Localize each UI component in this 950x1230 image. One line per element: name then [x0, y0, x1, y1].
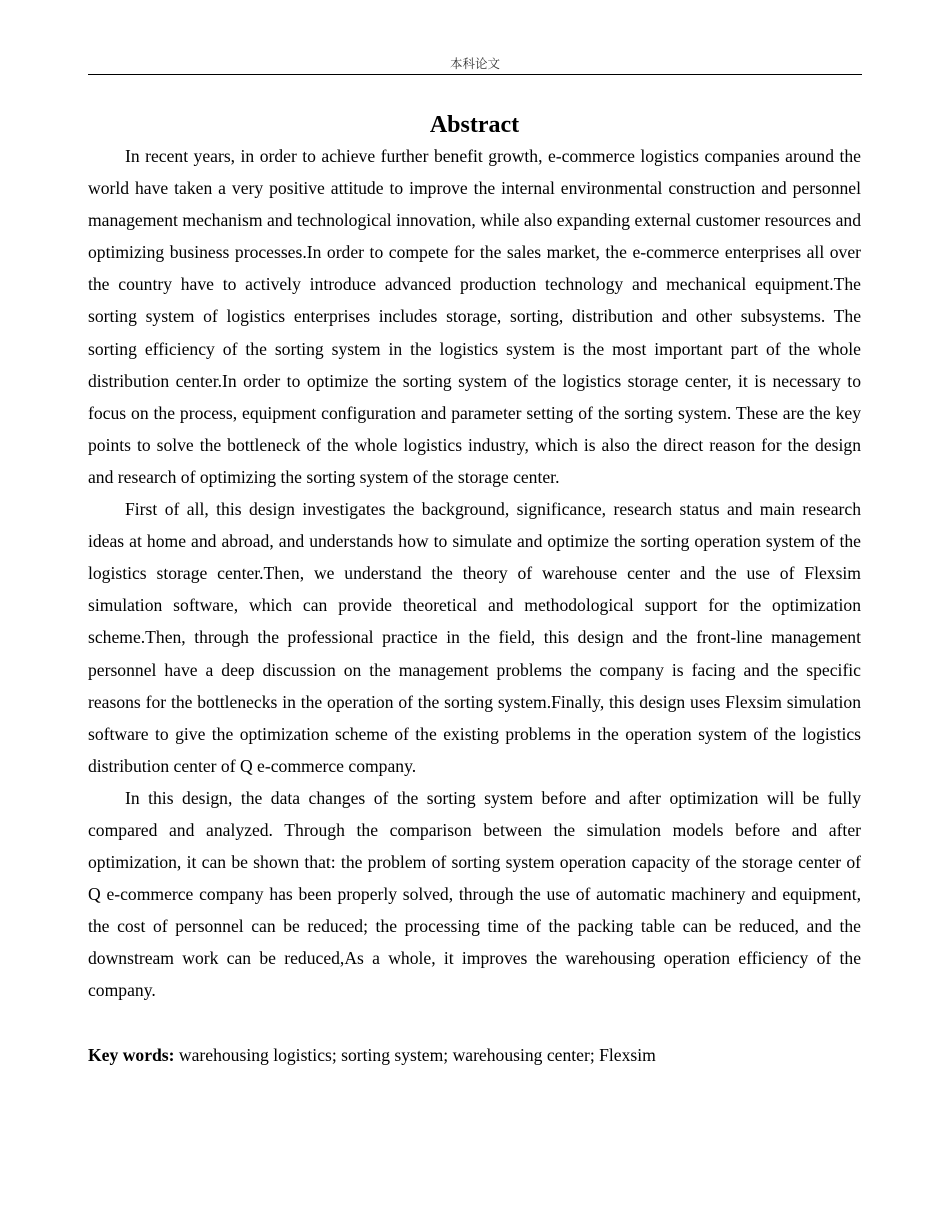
- keywords-list: warehousing logistics; sorting system; warehousing center; Flexsim: [174, 1044, 656, 1065]
- keywords-line: [88, 1039, 861, 1071]
- abstract-paragraph-2: First of all, this design investigates the background, significance, research status and main research ideas at home and abroad, and understands how to simulate and optimize the sorting operation system of the logistics storage center.Then, we understand the theory of warehouse center and the use of Flexsim simulation software, which can provide theoretical and methodological support for the optimization scheme.Then, through the professional practice in the field, this design and the front-line management personnel have a deep discussion on the management problems the company is facing and the specific reasons for the bottlenecks in the operation of the sorting system.Finally, this design uses Flexsim simulation software to give the optimization scheme of the existing problems in the operation system of the logistics distribution center of Q e-commerce company.: [88, 499, 861, 776]
- keywords-label: Key words:: [88, 1044, 175, 1065]
- abstract-paragraph-3: In this design, the data changes of the sorting system before and after optimization will be fully compared and analyzed. Through the comparison between the simulation models before and after optimization, it can be shown that: the problem of sorting system operation capacity of the storage center of Q e-commerce company has been properly solved, through the use of automatic machinery and equipment, the cost of personnel can be reduced; the processing time of the packing table can be reduced, and the downstream work can be reduced,As a whole, it improves the warehousing operation efficiency of the company.: [88, 787, 861, 1001]
- abstract-section: [88, 110, 861, 1071]
- running-header: 本科论文: [88, 56, 862, 75]
- abstract-paragraph-1: In recent years, in order to achieve further benefit growth, e-commerce logistics companies around the world have taken a very positive attitude to improve the internal environmental construction and personnel management mechanism and technological innovation, while also expanding external customer resources and optimizing business processes.In order to compete for the sales market, the e-commerce enterprises all over the country have to actively introduce advanced production technology and mechanical equipment.The sorting system of logistics enterprises includes storage, sorting, distribution and other subsystems. The sorting efficiency of the sorting system in the logistics system is the most important part of the whole distribution center.In order to optimize the sorting system of the logistics storage center, it is necessary to focus on the process, equipment configuration and parameter setting of the sorting system. These are the key points to solve the bottleneck of the whole logistics industry, which is also the direct reason for the design and research of optimizing the sorting system of the storage center.: [88, 146, 861, 487]
- abstract-title: Abstract: [429, 112, 520, 138]
